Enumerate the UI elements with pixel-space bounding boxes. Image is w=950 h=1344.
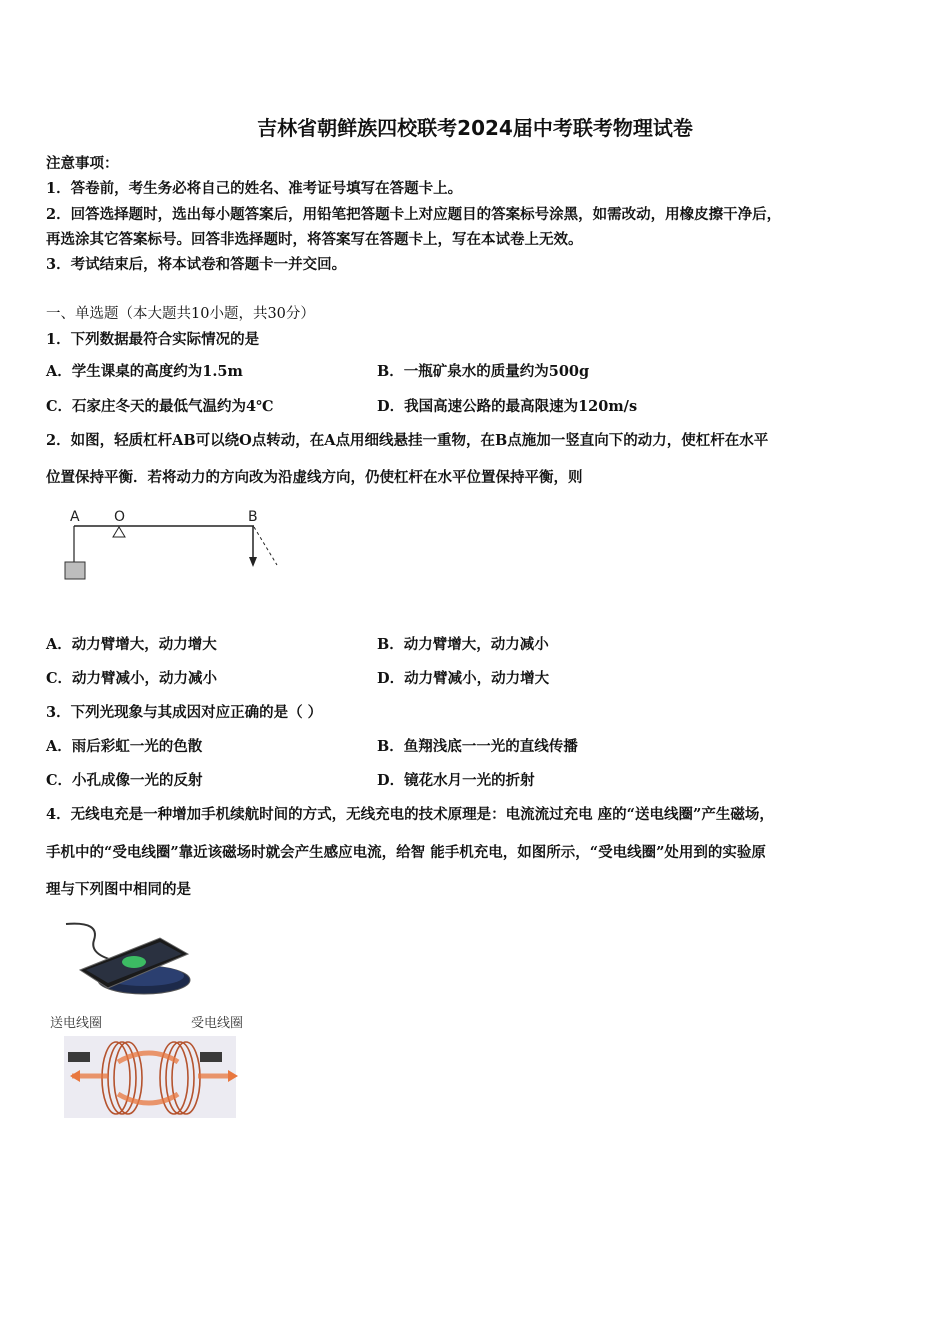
q2-option-d: D．动力臂减小，动力增大 <box>377 670 550 687</box>
wireless-charger-photo <box>60 918 195 1003</box>
q2-option-a: A．动力臂增大，动力增大 <box>46 636 217 653</box>
question-1-stem: 1．下列数据最符合实际情况的是 <box>46 331 260 348</box>
notice-item: 再选涂其它答案标号。回答非选择题时，将答案写在答题卡上，写在本试卷上无效。 <box>46 231 583 248</box>
notice-heading: 注意事项： <box>46 155 119 172</box>
q1-option-c: C．石家庄冬天的最低气温约为4℃ <box>46 398 274 415</box>
question-4-stem: 4．无线电充是一种增加手机续航时间的方式，无线充电的技术原理是：电流流过充电 座的“送电线圈”产生磁场， <box>46 806 774 823</box>
q1-option-a: A．学生课桌的高度约为1.5m <box>46 363 243 380</box>
q3-option-d: D．镜花水月一光的折射 <box>377 772 535 789</box>
q1-option-d: D．我国高速公路的最高限速为120m/s <box>377 398 638 415</box>
send-coil-label: 送电线圈 <box>50 1016 103 1031</box>
battery-glow-icon <box>122 956 146 968</box>
notice-item: 2．回答选择题时，选出每小题答案后，用铅笔把答题卡上对应题目的答案标号涂黑，如需改动，用橡皮擦干净后， <box>46 206 782 223</box>
question-4-stem: 理与下列图中相同的是 <box>46 881 191 898</box>
hanging-weight <box>65 562 85 579</box>
q3-option-c: C．小孔成像一光的反射 <box>46 772 203 789</box>
notice-item: 1．答卷前，考生务必将自己的姓名、准考证号填写在答题卡上。 <box>46 180 463 197</box>
q2-option-b: B．动力臂增大，动力减小 <box>377 636 549 653</box>
pivot-triangle <box>113 527 125 537</box>
force-arrow-head <box>249 557 257 567</box>
notice-item: 3．考试结束后，将本试卷和答题卡一并交回。 <box>46 256 347 273</box>
receive-coil-tag <box>200 1052 222 1062</box>
q3-option-b: B．鱼翔浅底一一光的直线传播 <box>377 738 578 755</box>
question-3-stem: 3．下列光现象与其成因对应正确的是（ ） <box>46 704 323 721</box>
dashed-force-line <box>254 527 277 565</box>
q2-option-c: C．动力臂减小，动力减小 <box>46 670 218 687</box>
exam-title: 吉林省朝鲜族四校联考2024届中考联考物理试卷 <box>257 116 693 140</box>
lever-label-a: A <box>70 509 80 525</box>
lever-label-o: O <box>114 509 126 525</box>
lever-diagram <box>60 505 290 587</box>
section-heading: 一、单选题（本大题共10小题，共30分） <box>46 306 315 322</box>
receive-coil-label: 受电线圈 <box>191 1016 244 1031</box>
coil-diagram <box>48 1010 258 1122</box>
question-4-stem: 手机中的“受电线圈”靠近该磁场时就会产生感应电流，给智 能手机充电，如图所示，“受电线圈”处用到的实验原 <box>46 844 766 861</box>
lever-label-b: B <box>248 509 258 525</box>
question-2-stem: 2．如图，轻质杠杆AB可以绕O点转动，在A点用细线悬挂一重物，在B点施加一竖直向下的动力，使杠杆在水平 <box>46 432 769 449</box>
question-2-stem: 位置保持平衡．若将动力的方向改为沿虚线方向，仍使杠杆在水平位置保持平衡，则 <box>46 469 583 486</box>
q1-option-b: B．一瓶矿泉水的质量约为500g <box>377 363 590 380</box>
send-coil-tag <box>68 1052 90 1062</box>
charger-cable <box>66 924 120 962</box>
q3-option-a: A．雨后彩虹一光的色散 <box>46 738 203 755</box>
